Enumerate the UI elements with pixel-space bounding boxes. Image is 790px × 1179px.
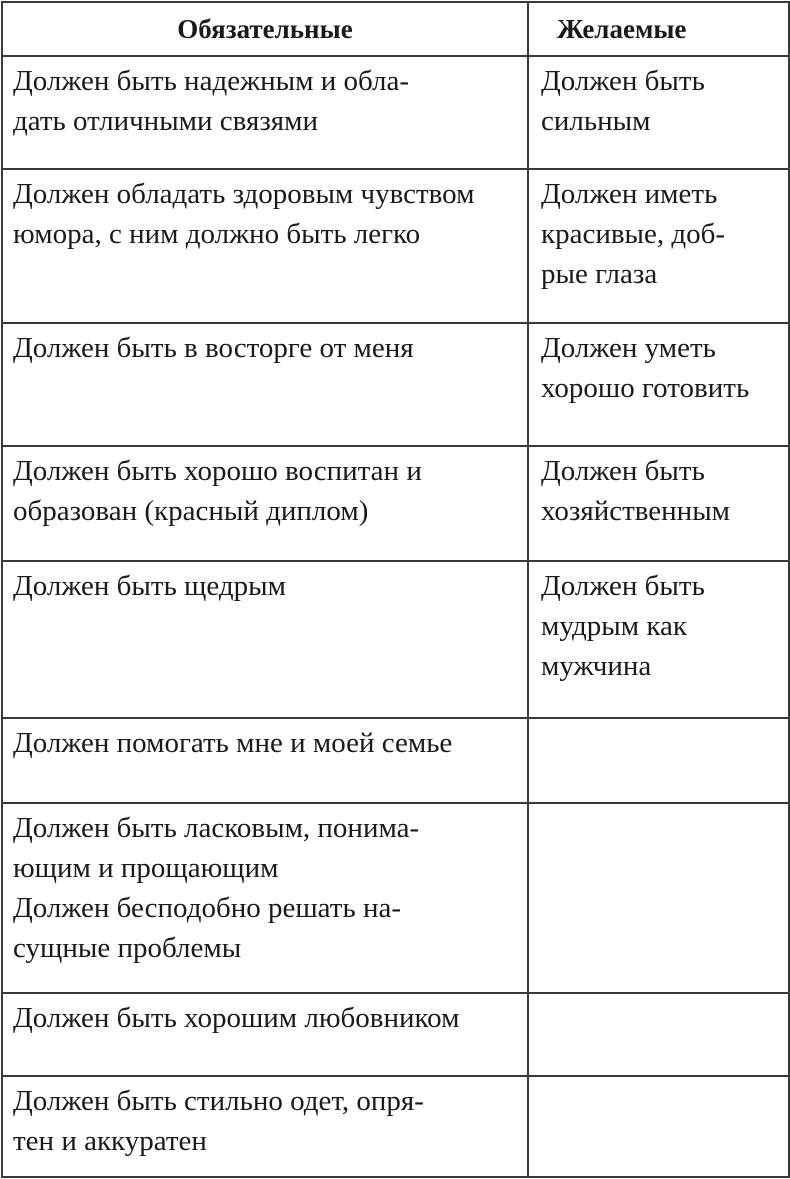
- table-row: [2, 323, 789, 446]
- cell-text-line: Должен быть: [541, 65, 705, 97]
- cell-text-line: ющим и прощающим: [13, 852, 279, 884]
- desired-cell: [528, 561, 789, 718]
- desired-cell: [528, 1076, 789, 1177]
- required-cell: [2, 561, 528, 718]
- cell-text-line: дать отличными связями: [13, 105, 318, 137]
- cell-text-line: мудрым как: [541, 610, 687, 642]
- cell-text-line: сильным: [541, 105, 651, 137]
- cell-text-line: юмора, с ним должно быть легко: [13, 218, 421, 250]
- header-row: [2, 2, 789, 56]
- desired-cell: [528, 718, 789, 803]
- cell-text-line: хозяйственным: [541, 495, 731, 527]
- cell-text-line: Должен быть: [541, 455, 705, 487]
- cell-text-line: Должен помогать мне и моей семье: [13, 727, 453, 759]
- cell-text-line: Должен быть щедрым: [13, 570, 286, 602]
- cell-text-line: Должен быть в восторге от меня: [13, 332, 414, 364]
- desired-cell: [528, 803, 789, 993]
- table-row: [2, 993, 789, 1076]
- desired-cell: [528, 993, 789, 1076]
- cell-text-line: Должен быть ласковым, понима-: [13, 812, 420, 844]
- cell-text-line: рые глаза: [541, 258, 658, 290]
- cell-text-line: Должен обладать здоровым чувством: [13, 178, 475, 210]
- required-cell: [2, 993, 528, 1076]
- table-row: [2, 56, 789, 169]
- table-row: [2, 803, 789, 993]
- cell-text-line: Должен бесподобно решать на-: [13, 892, 401, 924]
- table-row: [2, 446, 789, 561]
- cell-text-line: Должен быть надежным и обла-: [13, 65, 410, 97]
- cell-text-line: хорошо готовить: [541, 372, 750, 404]
- desired-cell: [528, 169, 789, 323]
- cell-text-line: Должен быть хорошим любовником: [13, 1002, 460, 1034]
- cell-text-line: Должен быть: [541, 570, 705, 602]
- table-row: [2, 169, 789, 323]
- required-cell: [2, 169, 528, 323]
- header-desired: Желаемые: [528, 2, 789, 56]
- table-row: [2, 718, 789, 803]
- required-cell: [2, 446, 528, 561]
- required-cell: [2, 803, 528, 993]
- cell-text-line: красивые, доб-: [541, 218, 726, 250]
- desired-cell: [528, 446, 789, 561]
- cell-text-line: Должен быть стильно одет, опря-: [13, 1085, 424, 1117]
- cell-text-line: Должен иметь: [541, 178, 718, 210]
- cell-text-line: Должен уметь: [541, 332, 716, 364]
- cell-text-line: сущные проблемы: [13, 932, 242, 964]
- required-cell: [2, 718, 528, 803]
- table-row: [2, 1076, 789, 1177]
- desired-cell: [528, 56, 789, 169]
- desired-cell: [528, 323, 789, 446]
- cell-text-line: тен и аккуратен: [13, 1125, 207, 1157]
- cell-text-line: Должен быть хорошо воспитан и: [13, 455, 422, 487]
- requirements-table: [1, 1, 790, 1178]
- required-cell: [2, 56, 528, 169]
- cell-text-line: мужчина: [541, 650, 652, 682]
- cell-text-line: образован (красный диплом): [13, 495, 369, 527]
- table-row: [2, 561, 789, 718]
- required-cell: [2, 323, 528, 446]
- header-required: Обязательные: [2, 2, 528, 56]
- required-cell: [2, 1076, 528, 1177]
